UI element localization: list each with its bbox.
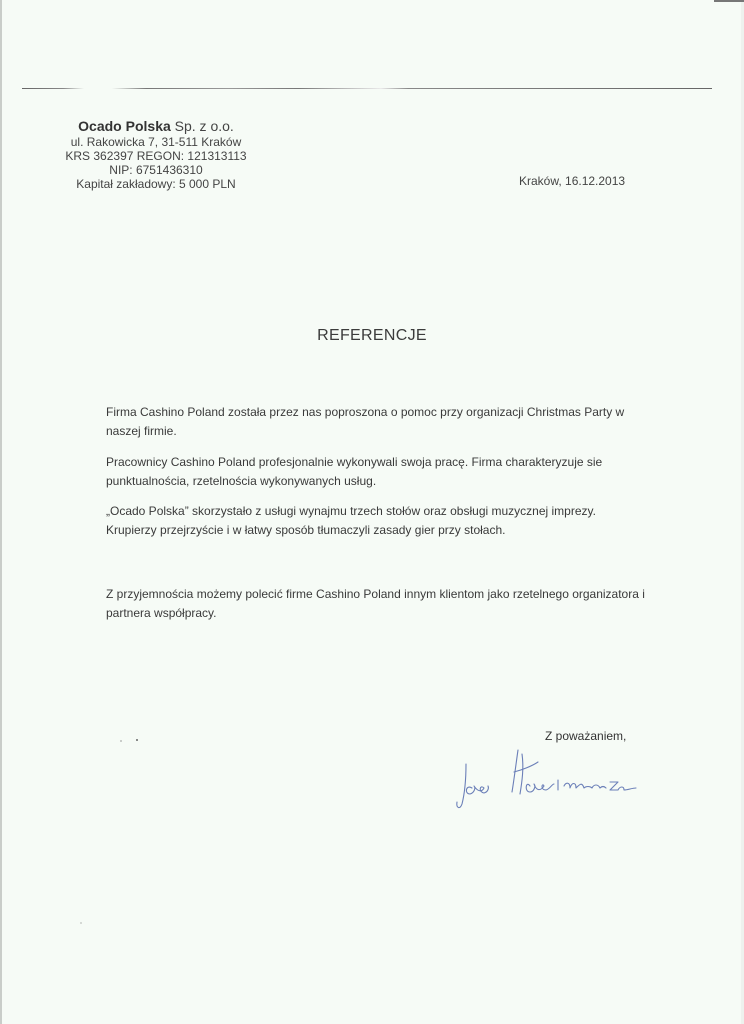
signature-stroke-a1: [466, 786, 488, 794]
company-address: ul. Rakowicka 7, 31-511 Kraków: [70, 135, 242, 149]
company-name-bold: Ocado Polska: [78, 118, 171, 134]
scan-speck: [136, 739, 138, 741]
company-registry: KRS 362397 REGON: 121313113: [65, 149, 247, 163]
handwritten-signature: [452, 742, 672, 822]
signature-stroke-m: [512, 750, 538, 794]
scan-speck: [80, 922, 82, 924]
body-paragraph: „Ocado Polska” skorzystało z usługi wynajmu trzech stołów oraz obsługi muzycznej imprezy. Krupierzy przejrzyście i w łatwy sposób tłumaczyli zasady gier przy stołach.: [106, 504, 596, 537]
company-capital: Kapitał zakładowy: 5 000 PLN: [76, 177, 236, 191]
company-nip: NIP: 6751436310: [109, 163, 203, 177]
signature-stroke-surname: [526, 780, 636, 792]
body-paragraph: Pracownicy Cashino Poland profesjonalnie wykonywali swoja pracę. Firma charakteryzuje sie punktualnościa, rzetelnościa wykonywanych usług.: [106, 455, 603, 488]
scan-edge-top: [714, 0, 744, 2]
header-rule: [22, 88, 712, 89]
company-letterhead: [56, 118, 256, 191]
company-name: [56, 118, 256, 135]
company-name-suffix: Sp. z o.o.: [170, 118, 234, 134]
closing-salutation: Z poważaniem,: [545, 729, 627, 743]
document-title: REFERENCJE: [317, 327, 427, 344]
scan-edge-left: [0, 0, 2, 1024]
letter-date: Kraków, 16.12.2013: [519, 174, 626, 188]
body-paragraph: Firma Cashino Poland została przez nas poproszona o pomoc przy organizacji Christmas Party w naszej firmie.: [106, 405, 625, 438]
recommendation-paragraph: Z przyjemnościa możemy polecić firme Cashino Poland innym klientom jako rzetelnego organizatora i partnera współpracy.: [106, 587, 645, 620]
signature-stroke-j: [457, 764, 466, 808]
scan-speck: [120, 740, 122, 742]
